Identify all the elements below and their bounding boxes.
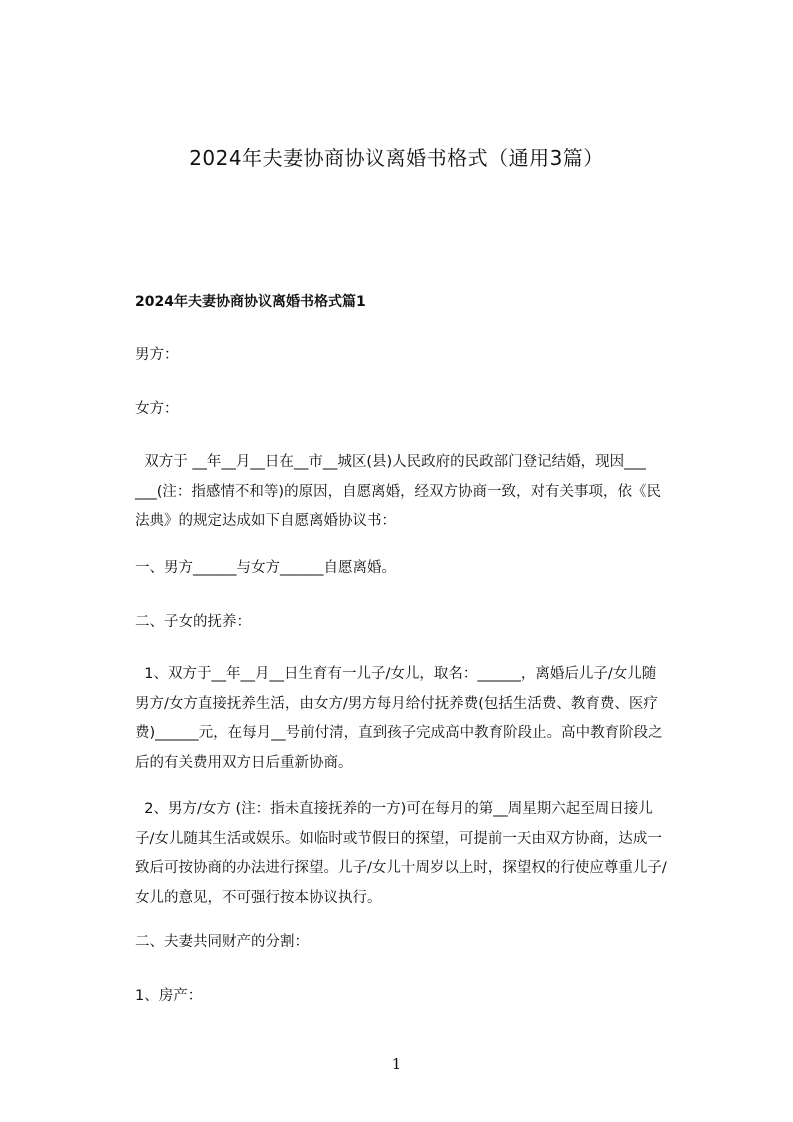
clause-3-heading: 二、夫妻共同财产的分割： <box>135 934 309 950</box>
clause-2-1-line: 男方/女方直接抚养生活，由女方/男方每月给付抚养费(包括生活费、教育费、医疗 <box>135 695 658 712</box>
document-title: 2024年夫妻协商协议离婚书格式（通用3篇） <box>189 146 604 170</box>
male-label: 男方： <box>135 347 179 363</box>
section-heading: 2024年夫妻协商协议离婚书格式篇1 <box>135 294 366 310</box>
clause-2-1-paragraph <box>135 660 715 778</box>
clause-2-1-line: 后的有关费用双方日后重新协商。 <box>135 754 353 771</box>
clause-3-1: 1、房产： <box>135 988 203 1004</box>
intro-paragraph <box>135 448 715 537</box>
female-label: 女方： <box>135 401 179 417</box>
intro-line: 双方于 __年__月__日在__市__城区(县)人民政府的民政部门登记结婚，现因___ <box>135 454 646 470</box>
page-number: 1 <box>391 1055 402 1073</box>
clause-1: 一、男方______与女方______自愿离婚。 <box>135 560 396 576</box>
intro-line: 法典》的规定达成如下自愿离婚协议书： <box>135 513 396 529</box>
clause-2-heading: 二、子女的抚养： <box>135 614 251 630</box>
intro-line: ___(注：指感情不和等)的原因，自愿离婚，经双方协商一致，对有关事项，依《民 <box>135 483 662 500</box>
clause-2-2-paragraph <box>135 795 715 913</box>
clause-2-2-line: 女儿的意见，不可强行按本协议执行。 <box>135 889 382 906</box>
clause-2-2-line: 子/女儿随其生活或娱乐。如临时或节假日的探望，可提前一天由双方协商，达成一 <box>135 830 662 847</box>
clause-2-2-line: 致后可按协商的办法进行探望。儿子/女儿十周岁以上时，探望权的行使应尊重儿子/ <box>135 860 667 876</box>
clause-2-2-line: 2、男方/女方 (注：指未直接抚养的一方)可在每月的第__周星期六起至周日接儿 <box>135 801 653 817</box>
clause-2-1-line: 1、双方于__年__月__日生育有一儿子/女儿，取名：______，离婚后儿子/女儿随 <box>135 666 657 682</box>
clause-2-1-line: 费)______元，在每月__号前付清，直到孩子完成高中教育阶段止。高中教育阶段之 <box>135 725 663 741</box>
